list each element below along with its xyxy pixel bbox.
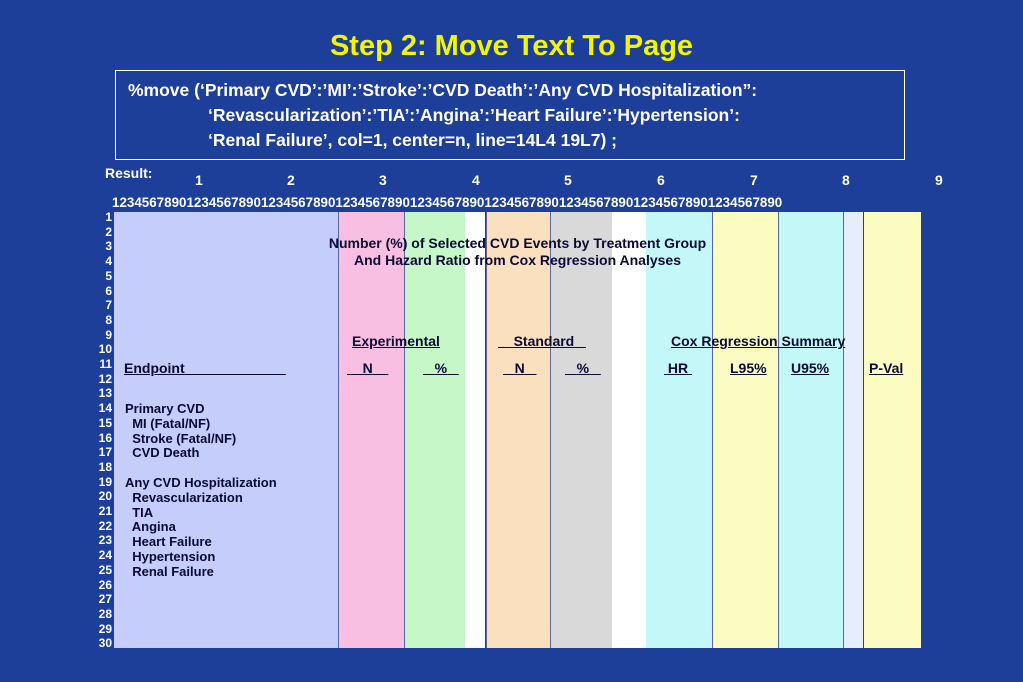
row-number: 25	[98, 562, 112, 577]
endpoint-item: Any CVD Hospitalization	[125, 475, 277, 490]
endpoint-item: Hypertension	[125, 548, 216, 564]
group-experimental: Experimental	[352, 333, 440, 349]
row-number: 28	[98, 606, 112, 621]
pval-column	[864, 212, 921, 648]
header-exp-n	[347, 360, 388, 376]
endpoint-item: MI (Fatal/NF)	[125, 415, 211, 431]
endpoint-item: Primary CVD	[125, 401, 205, 416]
header-std-n-label: N	[514, 360, 525, 376]
table-title	[255, 235, 780, 269]
row-number: 21	[98, 504, 112, 519]
table-title-line-2: And Hazard Ratio from Cox Regression Analyses	[353, 252, 681, 268]
ruler-tens-3: 3	[379, 172, 387, 188]
endpoint-item: Angina	[125, 519, 176, 535]
exp-n-column	[338, 212, 404, 648]
header-hr-label: HR	[667, 360, 689, 376]
endpoint-item: Stroke (Fatal/NF)	[125, 430, 237, 446]
row-number: 5	[105, 268, 112, 283]
ruler-tens-9: 9	[935, 172, 943, 188]
ruler-tens-4: 4	[472, 172, 480, 188]
row-number: 23	[98, 533, 112, 548]
header-l95: L95%	[730, 360, 767, 376]
ruler-tens-1: 1	[195, 172, 203, 188]
row-number: 26	[98, 577, 112, 592]
header-u95: U95%	[791, 360, 830, 376]
header-exp-pct	[423, 360, 459, 376]
row-number: 19	[98, 474, 112, 489]
row-number: 10	[98, 342, 112, 357]
endpoint-list-group-2	[125, 476, 277, 580]
header-std-pct	[565, 360, 601, 376]
row-number: 14	[98, 401, 112, 416]
endpoint-item: TIA	[125, 504, 154, 520]
std-n-column	[486, 212, 550, 648]
code-line-3: ‘Renal Failure’, col=1, center=n, line=14L4 19L7) ;	[208, 130, 617, 150]
group-standard-label: Standard	[513, 333, 575, 349]
row-number: 15	[98, 415, 112, 430]
header-exp-pct-label: %	[434, 360, 448, 376]
gap-column-3	[843, 212, 863, 648]
slide-title: Step 2: Move Text To Page	[329, 30, 694, 62]
header-endpoint	[124, 360, 286, 376]
row-number: 8	[105, 312, 112, 327]
row-number: 7	[105, 298, 112, 313]
header-endpoint-label: Endpoint	[124, 360, 185, 376]
hr-column	[646, 212, 712, 648]
ruler-tens-7: 7	[750, 172, 758, 188]
row-number: 18	[98, 459, 112, 474]
result-label: Result:	[105, 165, 153, 181]
row-number: 3	[105, 239, 112, 254]
row-number: 13	[98, 386, 112, 401]
endpoint-item: Renal Failure	[125, 563, 214, 579]
header-std-n	[503, 360, 536, 376]
row-number: 16	[98, 430, 112, 445]
l95-column	[712, 212, 778, 648]
row-number: 27	[98, 592, 112, 607]
row-number: 12	[98, 371, 112, 386]
group-standard	[498, 333, 586, 349]
ruler-tens-2: 2	[287, 172, 295, 188]
code-line-1: %move (‘Primary CVD’:’MI’:’Stroke’:’CVD Death’:’Any CVD Hospitalization”:	[128, 80, 758, 100]
row-number: 6	[105, 283, 112, 298]
endpoint-item: Heart Failure	[125, 534, 212, 550]
ruler-digits: 123456789012345678901234567890123456789012345678901234567890123456789012345678901234567890	[112, 195, 783, 210]
code-box	[115, 70, 905, 160]
ruler-tens-5: 5	[564, 172, 572, 188]
row-number: 17	[98, 445, 112, 460]
row-number: 4	[105, 254, 112, 269]
header-exp-n-label: N	[362, 360, 373, 376]
row-number: 2	[105, 224, 112, 239]
group-cox: Cox Regression Summary	[671, 333, 846, 349]
row-number: 20	[98, 489, 112, 504]
ruler-tens-8: 8	[842, 172, 850, 188]
code-line-2: ‘Revascularization’:’TIA’:’Angina’:’Heart Failure’:’Hypertension’:	[208, 105, 740, 125]
exp-pct-column	[404, 212, 466, 648]
gap-column-2	[612, 212, 646, 648]
std-pct-column	[550, 212, 613, 648]
gap-column-1	[465, 212, 485, 648]
row-number: 22	[98, 518, 112, 533]
row-number: 11	[99, 357, 112, 372]
ruler-tens-6: 6	[657, 172, 665, 188]
endpoint-item: Revascularization	[125, 489, 243, 505]
header-std-pct-label: %	[576, 360, 590, 376]
table-title-line-1: Number (%) of Selected CVD Events by Treatment Group	[328, 235, 707, 251]
endpoint-list-group-1	[125, 402, 236, 461]
endpoint-item: CVD Death	[125, 445, 200, 461]
row-number: 30	[98, 636, 112, 651]
row-number: 29	[98, 621, 112, 636]
u95-column	[778, 212, 843, 648]
header-hr	[664, 360, 692, 376]
row-number: 9	[105, 327, 112, 342]
row-numbers	[92, 210, 112, 651]
row-number: 24	[98, 548, 112, 563]
header-pval: P-Val	[869, 360, 904, 376]
row-number: 1	[105, 210, 112, 224]
